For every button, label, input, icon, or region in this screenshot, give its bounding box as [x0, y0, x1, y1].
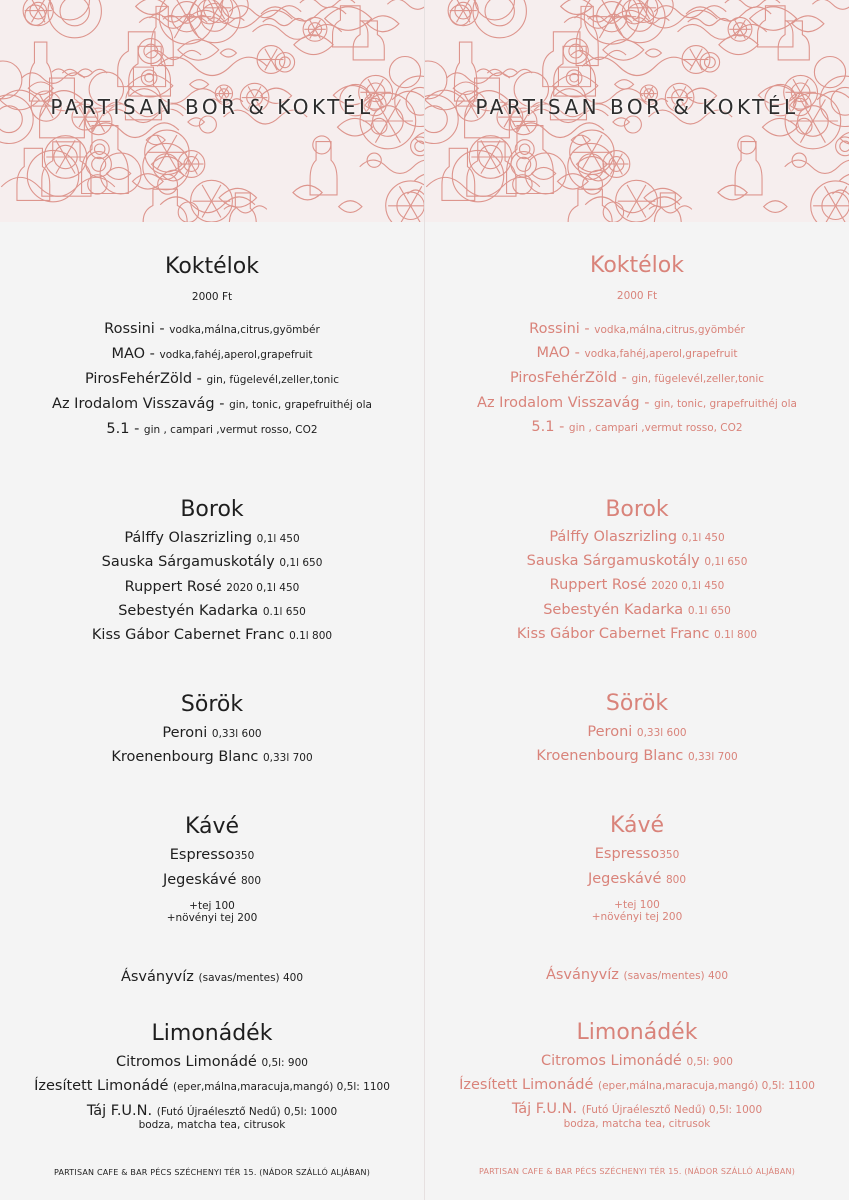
coffee-extra-milk: +tej 100: [614, 899, 660, 911]
menu-item: Az Irodalom Visszavág - gin, tonic, grapefruithéj ola: [52, 396, 372, 412]
lemonade-heading: Limonádék: [576, 1020, 698, 1045]
lemonade-note: bodza, matcha tea, citrusok: [563, 1118, 711, 1130]
decorative-food-pattern-banner: [0, 0, 424, 222]
menu-item: Sauska Sárgamuskotály 0,1l 650: [526, 553, 748, 569]
lemonade-note: bodza, matcha tea, citrusok: [138, 1119, 286, 1131]
coffee-heading: Kávé: [184, 814, 240, 839]
menu-item: Espresso350: [169, 847, 255, 863]
coffee-extra-milk: +tej 100: [189, 900, 235, 912]
lemonade-heading: Limonádék: [151, 1021, 273, 1046]
cocktails-price: 2000 Ft: [616, 290, 658, 302]
menu-item: 5.1 - gin , campari ,vermut rosso, CO2: [106, 421, 318, 437]
menu-item: Ruppert Rosé 2020 0,1l 450: [124, 579, 300, 595]
menu-item: Az Irodalom Visszavág - gin, tonic, grapefruithéj ola: [477, 395, 797, 411]
menu-item: Kiss Gábor Cabernet Franc 0.1l 800: [516, 626, 758, 642]
menu-item: PirosFehérZöld - gin, fügelevél,zeller,tonic: [84, 371, 340, 387]
brand-title: PARTISAN BOR & KOKTÉL: [475, 95, 799, 119]
menu-item: Táj F.U.N. (Futó Újraélesztő Nedű) 0,5l: 1000: [86, 1103, 338, 1119]
menu-item: Kroenenbourg Blanc 0,33l 700: [536, 748, 738, 764]
water-item: Ásványvíz (savas/mentes) 400: [545, 967, 729, 983]
beers-heading: Sörök: [605, 691, 669, 716]
coffee-extra-plant-milk: +növényi tej 200: [591, 911, 683, 923]
wines-heading: Borok: [605, 497, 669, 522]
menu-item: Sebestyén Kadarka 0.1l 650: [543, 602, 731, 618]
menu-item: Táj F.U.N. (Futó Újraélesztő Nedű) 0,5l: 1000: [511, 1101, 763, 1117]
menu-item: Sebestyén Kadarka 0.1l 650: [118, 603, 306, 619]
menu-item: Citromos Limonádé 0,5l: 900: [116, 1054, 308, 1070]
cocktails-heading: Koktélok: [164, 254, 259, 279]
coffee-heading: Kávé: [609, 813, 665, 838]
menu-item: Espresso350: [594, 846, 680, 862]
water-item: Ásványvíz (savas/mentes) 400: [120, 969, 304, 985]
menu-item: Sauska Sárgamuskotály 0,1l 650: [101, 554, 323, 570]
menu-item: Pálffy Olaszrizling 0,1l 450: [549, 529, 725, 545]
menu-item: MAO - vodka,fahéj,aperol,grapefruit: [111, 346, 313, 362]
menu-item: Ruppert Rosé 2020 0,1l 450: [549, 577, 725, 593]
menu-item: 5.1 - gin , campari ,vermut rosso, CO2: [531, 419, 743, 435]
brand-title: PARTISAN BOR & KOKTÉL: [50, 95, 374, 119]
menu-panel-left: [0, 0, 424, 1200]
menu-item: Peroni 0,33l 600: [162, 725, 262, 741]
menu-item: Pálffy Olaszrizling 0,1l 450: [124, 530, 300, 546]
menu-item: Ízesített Limonádé (eper,málna,maracuja,mangó) 0,5l: 1100: [459, 1077, 815, 1093]
cocktails-price: 2000 Ft: [191, 291, 233, 303]
beers-heading: Sörök: [180, 692, 244, 717]
menu-item: PirosFehérZöld - gin, fügelevél,zeller,tonic: [509, 370, 765, 386]
menu-item: Jegeskávé 800: [162, 872, 262, 888]
coffee-extra-plant-milk: +növényi tej 200: [166, 912, 258, 924]
footer-address: PARTISAN CAFE & BAR PÉCS SZÉCHENYI TÉR 15. (NÁDOR SZÁLLÓ ALJÁBAN): [53, 1168, 371, 1177]
menu-item: Peroni 0,33l 600: [587, 724, 687, 740]
menu-item: Citromos Limonádé 0,5l: 900: [541, 1053, 733, 1069]
menu-item: Kiss Gábor Cabernet Franc 0.1l 800: [91, 627, 333, 643]
menu-item: Rossini - vodka,málna,citrus,gyömbér: [529, 321, 745, 337]
footer-address: PARTISAN CAFE & BAR PÉCS SZÉCHENYI TÉR 15. (NÁDOR SZÁLLÓ ALJÁBAN): [478, 1167, 796, 1176]
menu-panel-right: [425, 0, 849, 1200]
menu-item: Rossini - vodka,málna,citrus,gyömbér: [104, 321, 320, 337]
cocktails-heading: Koktélok: [589, 253, 684, 278]
menu-item: Ízesített Limonádé (eper,málna,maracuja,mangó) 0,5l: 1100: [34, 1078, 390, 1094]
menu-item: MAO - vodka,fahéj,aperol,grapefruit: [536, 345, 738, 361]
wines-heading: Borok: [180, 497, 244, 522]
menu-item: Kroenenbourg Blanc 0,33l 700: [111, 749, 313, 765]
decorative-food-pattern-banner: [425, 0, 849, 222]
menu-item: Jegeskávé 800: [587, 871, 687, 887]
